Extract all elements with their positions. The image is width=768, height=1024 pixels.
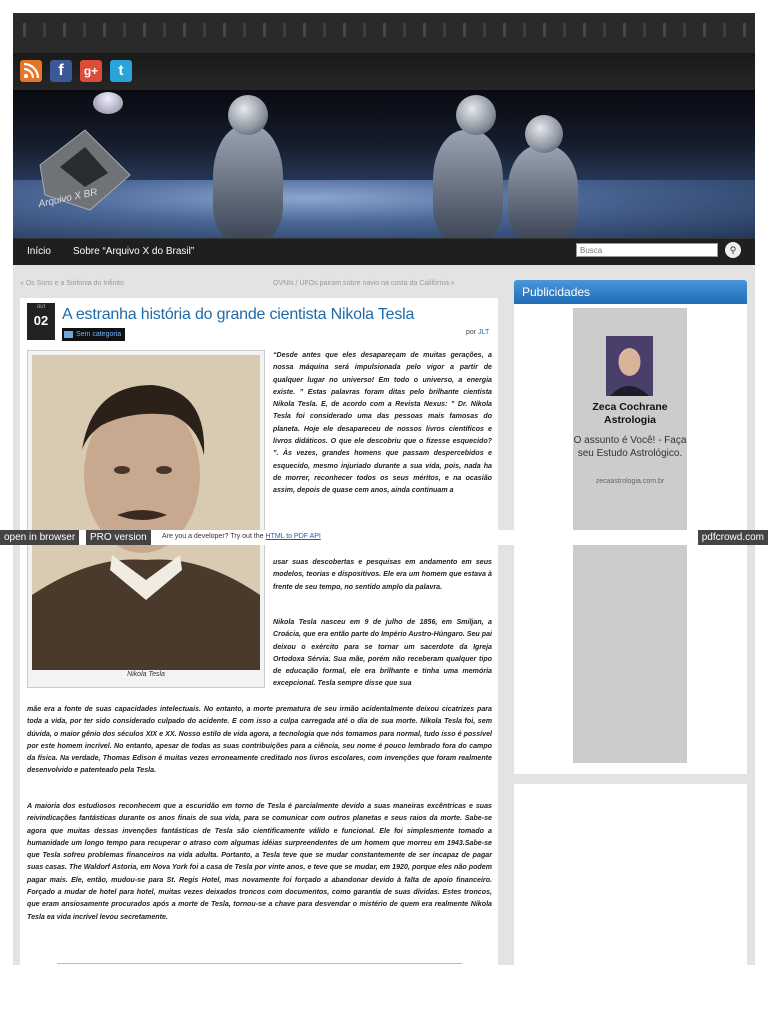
- paragraph-2-top: Nikola Tesla nasceu em 9 de julho de 1856, em Smiljan, a Croácia, que era então parte do Império Austro-Húngaro. Seu pai deixou o exército para se tornar um sacerdote da Igreja Ortodoxa Sérvia. Sua mãe, porém não receberam qualquer tipo de educação formal, ele era brilhante e tinha uma memória excepcional. Tesla sempre disse que sua: [273, 618, 492, 688]
- logo-text: Arquivo X BR: [37, 186, 99, 211]
- rss-icon[interactable]: [20, 60, 42, 82]
- pdfcrowd-bar: [0, 530, 768, 545]
- date-badge: [27, 303, 55, 340]
- html-to-pdf-link[interactable]: HTML to PDF API: [265, 533, 321, 540]
- folder-icon: [64, 331, 73, 338]
- byline: [466, 329, 489, 336]
- open-in-browser-button[interactable]: open in browser: [0, 530, 79, 545]
- byline-prefix: por: [466, 329, 477, 336]
- ad-url[interactable]: zecaastrologia.com.br: [595, 478, 665, 485]
- category-label: Sem categoria: [76, 331, 122, 338]
- paragraph-1-bottom: usar suas descobertas e pesquisas em andamento em seus modelos, teorias e dispositivos. Ele era um homem que estava à frente de seu tempo, no sentido amplo da palavra.: [273, 558, 492, 591]
- date-month: out: [36, 304, 46, 310]
- paragraph-1-top: “Desde antes que eles desapareçam de muitas gerações, a nossa máquina será impulsionada pelo vigor a partir de qualquer lugar no universo! Em todo o universo, a energia existe. ” Estas palavras foram ditas pelo brilhante cientista Nikola Tesla. E, de acordo com a Revista Nexus: ” Dr. Nikola Tesla foi considerado uma das pessoas mais famosas do planeta. Hoje ele desapareceu de nossos livros científicos e livros didáticos. O que ele descobriu que o fizesse esquecido? ”. Às vezes, grandes homens que passam despercebidos e esquecido, mesmo injuriado durante a sua vida, pois, nada ha de morrer, reconhecer todos os seus méritos, e na ocasião assim, depois de quase cem anos, ainda continuam a: [273, 351, 492, 495]
- pdfcrowd-dev-text: [162, 533, 321, 540]
- pdfcrowd-brand[interactable]: pdfcrowd.com: [698, 530, 768, 545]
- paragraph-2-full: mãe era a fonte de suas capacidades intelectuais. No entanto, a morte prematura de seu irmão acidentalmente deixou cicatrizes para toda a vida, por ter sido considerado culpado do acidente. E com isso a culpa carregada até o dia de sua morte. Nikola Tesla foi, sem dúvida, o maior gênio dos séculos XIX e XX. Nosso estilo de vida agora, a tecnologia que nós tomamos para normal, tudo isso é possível por este homem incrível. No entanto, apesar de todas as suas contribuições para a ciência, seu nome é pouco lembrado fora do campo da física. Na verdade, Thomas Edison é muitas vezes erroneamente creditado nos livros escolares, com invenções que foram realmente desenvolvido e patenteado pela Tesla.: [27, 705, 492, 775]
- site-logo[interactable]: [30, 125, 140, 215]
- category-tag[interactable]: [62, 328, 125, 341]
- twitter-icon[interactable]: t: [110, 60, 132, 82]
- post-title[interactable]: A estranha história do grande cientista Nikola Tesla: [62, 306, 415, 323]
- ad-avatar[interactable]: [606, 336, 653, 396]
- pro-version-button[interactable]: PRO version: [86, 530, 151, 545]
- author-link[interactable]: JLT: [478, 329, 490, 336]
- google-plus-icon[interactable]: g+: [80, 60, 102, 82]
- tesla-portrait: [32, 355, 260, 670]
- ad-description: O assunto é Você! - Faça seu Estudo Astrológico.: [573, 435, 687, 459]
- dev-text: Are you a developer? Try out the: [162, 533, 264, 540]
- nav-item-inicio[interactable]: Início: [27, 246, 51, 257]
- ad-title[interactable]: Zeca Cochrane Astrologia: [592, 401, 668, 426]
- photo-caption: Nikola Tesla: [127, 671, 165, 678]
- social-bar: [13, 53, 755, 90]
- nav-item-sobre[interactable]: Sobre “Arquivo X do Brasil”: [73, 246, 195, 257]
- search-input[interactable]: Busca: [576, 243, 718, 257]
- paragraph-3: A maioria dos estudiosos reconhecem que a escuridão em torno de Tesla é parcialmente devido a suas maneiras excêntricas e suas reivindicações fantásticas durante os anos finais de sua vida, para se comunicar com outros planetas e seus raios da morte. Sabe-se agora que muitas dessas invenções fantásticas de Tesla são cientificamente válido e funcional. Ele foi simplesmente tomado a humanidade um longo tempo para recuperar o atraso com algumas idéias surpreendentes de um homem que morreu em 1943.Sabe-se que Tesla sofreu problemas financeiros na vida adulta. Portanto, a Tesla teve que se mudar constantemente de ser incapaz de pagar suas casas. The Waldorf Astoria, em Nova York foi a casa de Tesla por vinte anos, e teve que se mudar, em 1920, porque eles não podem pagar mais. Ele, então, mudou-se para St. Regis Hotel, mas novamente foi forçado a abandonar devido à falta de apoio financeiro. Forçado a mudar de hotel para hotel, muitas vezes deixados troncos com documentos, como garantia de suas dívidas. Estes troncos, que eram ansiosamente procurados após a morte de Tesla, tornou-se a chave para desvendar o mistério de quem era realmente Nikola Tesla ea vida incrível levou secretamente.: [27, 802, 492, 921]
- search-icon[interactable]: ⚲: [725, 242, 741, 258]
- sidebar-widget-empty: [514, 784, 747, 966]
- post-divider: [57, 963, 462, 964]
- next-post-link[interactable]: OVNIs / UFOs pairam sobre navio na costa da Califórnia »: [273, 280, 455, 287]
- facebook-icon[interactable]: f: [50, 60, 72, 82]
- sidebar-heading: Publicidades: [514, 280, 747, 304]
- header-pattern-strip: [13, 13, 755, 53]
- date-day: 02: [33, 313, 49, 328]
- prev-post-link[interactable]: « Os Sons e a Sinfonia do Infinito: [20, 280, 124, 287]
